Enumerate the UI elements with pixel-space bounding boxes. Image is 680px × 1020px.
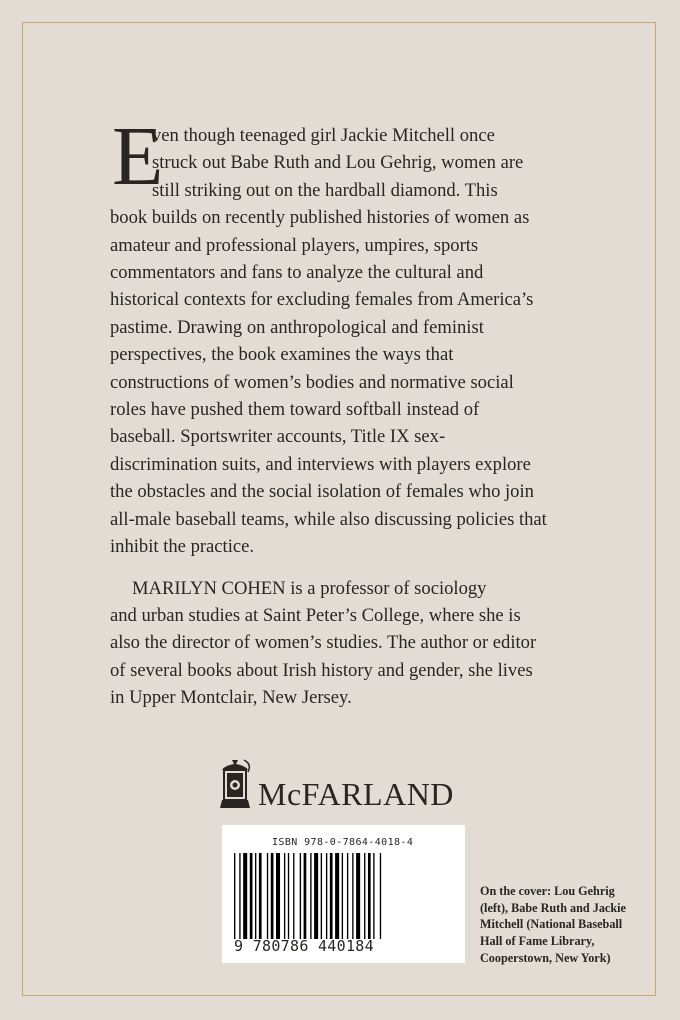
credit-line: On the cover: Lou Gehrig xyxy=(480,884,615,898)
description-line: roles have pushed them toward softball instead of xyxy=(110,399,480,421)
publisher-logo xyxy=(218,758,464,814)
barcode-bars xyxy=(234,853,454,939)
description-line: discrimination suits, and interviews with players explore xyxy=(110,453,531,475)
description-line: perspectives, the book examines the ways that xyxy=(110,344,454,366)
lantern-logo-icon xyxy=(218,758,252,814)
cover-credit xyxy=(480,883,660,967)
credit-line: (left), Babe Ruth and Jackie xyxy=(480,900,626,915)
description-line: commentators and fans to analyze the cultural and xyxy=(110,262,484,284)
bio-line: MARILYN COHEN is a professor of sociology xyxy=(132,577,487,599)
credit-line: Mitchell (National Baseball xyxy=(480,917,623,932)
drop-cap-letter: E xyxy=(112,110,164,203)
description-line: amateur and professional players, umpires, sports xyxy=(110,234,479,256)
book-description xyxy=(110,110,582,712)
description-line: struck out Babe Ruth and Lou Gehrig, women are xyxy=(152,152,524,174)
publisher-name: McFARLAND xyxy=(258,776,454,812)
description-line: pastime. Drawing on anthropological and feminist xyxy=(110,316,484,338)
credit-line: Cooperstown, New York) xyxy=(480,950,611,965)
bio-line: of several books about Irish history and gender, she lives xyxy=(110,659,533,681)
isbn-label: ISBN 978-0-7864-4018-4 xyxy=(272,837,414,848)
bio-line: also the director of women’s studies. The author or editor xyxy=(110,632,537,654)
credit-line: Hall of Fame Library, xyxy=(480,934,595,949)
description-line: still striking out on the hardball diamond. This xyxy=(152,179,498,201)
barcode-digits: 9 780786 440184 xyxy=(234,937,374,955)
description-line: all-male baseball teams, while also discussing policies that xyxy=(110,508,547,530)
description-line: historical contexts for excluding females from America’s xyxy=(110,289,534,311)
description-line: inhibit the practice. xyxy=(110,536,255,558)
description-line: the obstacles and the social isolation of females who join xyxy=(110,481,534,503)
bio-line: and urban studies at Saint Peter’s College, where she is xyxy=(110,604,521,626)
bio-line: in Upper Montclair, New Jersey. xyxy=(110,687,352,709)
description-line: ven though teenaged girl Jackie Mitchell once xyxy=(152,125,495,146)
author-bio xyxy=(110,575,582,712)
description-line: baseball. Sportswriter accounts, Title IX sex- xyxy=(110,426,446,448)
isbn-barcode xyxy=(222,825,465,963)
description-line: book builds on recently published histories of women as xyxy=(110,207,530,229)
description-line: constructions of women’s bodies and normative social xyxy=(110,371,514,393)
